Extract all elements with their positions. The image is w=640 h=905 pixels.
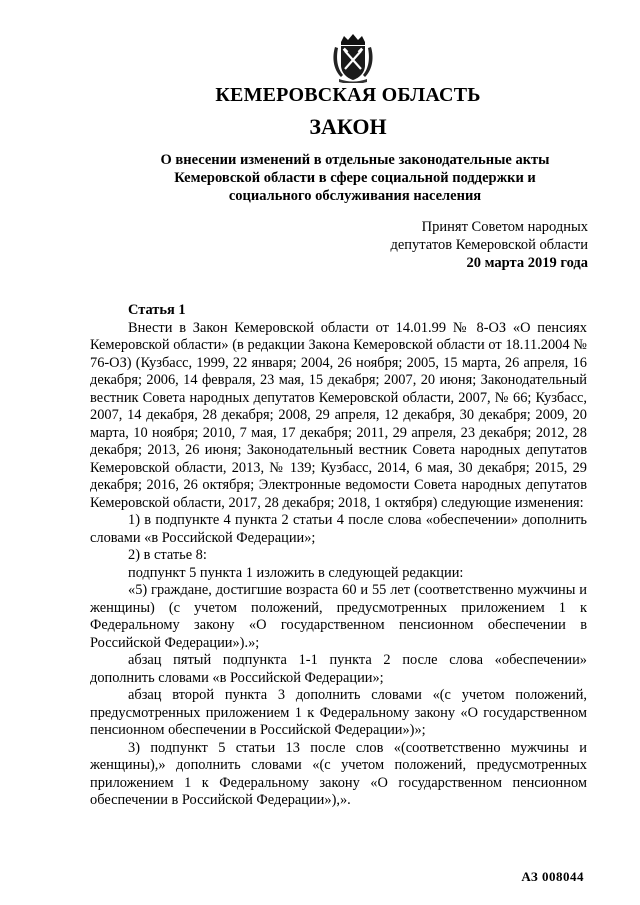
paragraph: Внести в Закон Кемеровской области от 14.01.99 № 8-ОЗ «О пенсиях Кемеровской области» (в редакции Закона Кемеровской области от 18.11.2004 № 76-ОЗ) (Кузбасс, 1999, 22 января; 2004, 26 ноября; 2005, 15 марта, 26 апреля, 16 декабря; 2006, 14 февраля, 23 мая, 15 декабря; 2007, 20 июня; Законодательный вестник Совета народных депутатов Кемеровской области, 2007, № 66; Кузбасс, 2007, 14 декабря, 28 декабря; 2008, 29 апреля, 12 декабря, 30 декабря; 2009, 20 марта, 10 ноября; 2010, 7 мая, 17 декабря; 2011, 29 апреля, 23 декабря; 2012, 28 декабря; 2013, 26 июня; Законодательный вестник Совета народных депутатов Кемеровской области, 2013, № 139; Кузбасс, 2014, 6 мая, 30 декабря; 2015, 29 декабря; 2016, 26 октября; Электронные ведомости Совета народных депутатов Кемеровской области, 2017, 28 декабря; 2018, 1 октября) следующие изменения: bbox=[90, 319, 587, 511]
adoption-line: депутатов Кемеровской области bbox=[390, 237, 588, 253]
paragraph: 3) подпункт 5 статьи 13 после слов «(соответственно мужчины и женщины),» дополнить словами «(с учетом положений, предусмотренных приложением 1 к Федеральному закону «О государственном пенсионном обеспечении в Российской Федерации»),». bbox=[90, 739, 587, 808]
region-title: КЕМЕРОВСКАЯ ОБЛАСТЬ bbox=[215, 84, 481, 106]
serial-number: АЗ 008044 bbox=[521, 869, 584, 884]
paragraph: «5) граждане, достигшие возраста 60 и 55 лет (соответственно мужчины и женщины) (с учетом положений, предусмотренных приложением 1 к Федеральному закону «О государственном пенсионном обеспечении в Российской Федерации»).»; bbox=[90, 582, 587, 651]
subject-line: О внесении изменений в отдельные законодательные акты bbox=[160, 152, 550, 168]
adoption-line: Принят Советом народных bbox=[421, 219, 588, 235]
coat-of-arms-icon bbox=[331, 33, 375, 83]
article-title: Статья 1 bbox=[128, 302, 186, 318]
paragraph: 2) в статье 8: bbox=[128, 547, 207, 563]
document-type: ЗАКОН bbox=[309, 114, 387, 139]
paragraph: подпункт 5 пункта 1 изложить в следующей редакции: bbox=[128, 564, 464, 581]
article-body bbox=[90, 302, 587, 810]
subject-line: социального обслуживания населения bbox=[228, 188, 482, 204]
paragraph: абзац второй пункта 3 дополнить словами «(с учетом положений, предусмотренных приложением 1 к Федеральному закону «О государственном пенсионном обеспечении в Российской Федерации»)»; bbox=[90, 687, 587, 738]
paragraph: 1) в подпункте 4 пункта 2 статьи 4 после слова «обеспечении» дополнить словами «в Российской Федерации»; bbox=[90, 512, 587, 546]
adoption-block bbox=[328, 218, 588, 272]
adoption-date: 20 марта 2019 года bbox=[466, 255, 588, 271]
law-subject bbox=[120, 151, 590, 205]
paragraph: абзац пятый подпункта 1-1 пункта 2 после слова «обеспечении» дополнить словами «в Российской Федерации»; bbox=[90, 652, 587, 686]
subject-line: Кемеровской области в сфере социальной поддержки и bbox=[174, 170, 536, 186]
